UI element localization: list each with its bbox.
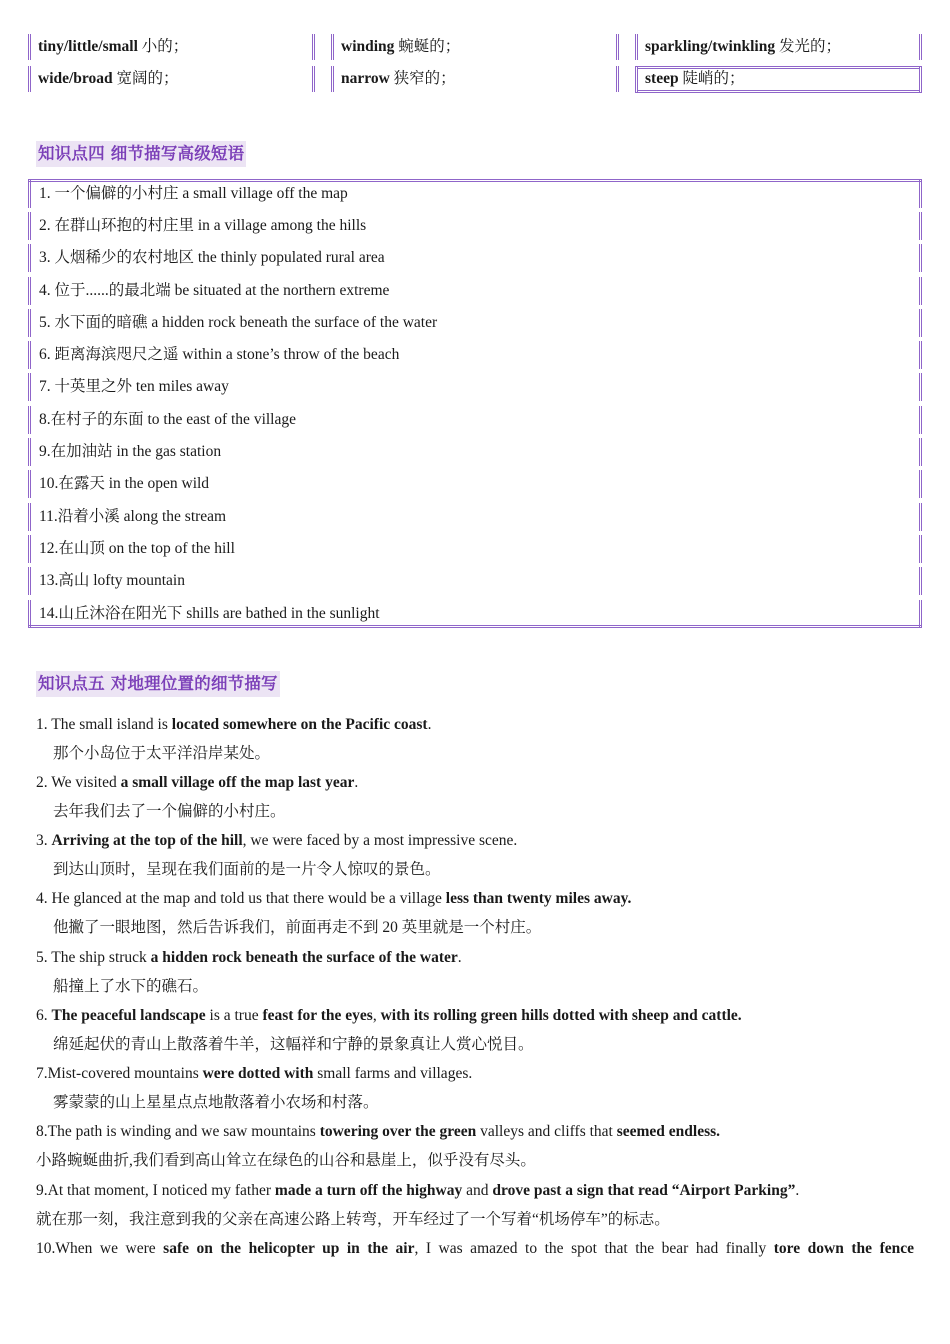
- cell-divider: [616, 34, 619, 60]
- example-sentence: 2. We visited a small village off the map last year.: [36, 774, 359, 791]
- example-sentence: 1. The small island is located somewhere on the Pacific coast.: [36, 716, 432, 733]
- vocab-cell: steep 陡峭的；: [635, 66, 922, 92]
- sentence-translation: 那个小岛位于太平洋沿岸某处。: [53, 745, 271, 762]
- example-sentence: 9.At that moment, I noticed my father made a turn off the highway and drove past a sign that read “Airport Parking”.: [36, 1182, 800, 1199]
- section-5-title: 知识点五 对地理位置的细节描写: [36, 671, 280, 697]
- example-sentence: 4. He glanced at the map and told us that there would be a village less than twenty miles away.: [36, 890, 632, 907]
- phrase-item: 4. 位于......的最北端 be situated at the northern extreme: [28, 277, 922, 305]
- example-sentence: 7.Mist-covered mountains were dotted with small farms and villages.: [36, 1065, 473, 1082]
- sentence-translation: 去年我们去了一个偏僻的小村庄。: [53, 803, 286, 820]
- sentence-translation: 船撞上了水下的礁石。: [53, 978, 209, 995]
- phrase-item: 11.沿着小溪 along the stream: [28, 503, 922, 531]
- example-sentence: 6. The peaceful landscape is a true feast for the eyes, with its rolling green hills dotted with sheep and cattle.: [36, 1007, 742, 1024]
- vocab-cell: sparkling/twinkling 发光的；: [635, 34, 922, 60]
- phrase-item: 10.在露天 in the open wild: [28, 470, 922, 498]
- phrase-item: 9.在加油站 in the gas station: [28, 438, 922, 466]
- cell-divider: [616, 66, 619, 92]
- cell-divider: [312, 34, 315, 60]
- phrase-item: 1. 一个偏僻的小村庄 a small village off the map: [28, 180, 922, 208]
- sentence-translation: 他撇了一眼地图，然后告诉我们，前面再走不到 20 英里就是一个村庄。: [53, 919, 542, 936]
- sentence-translation: 就在那一刻，我注意到我的父亲在高速公路上转弯，开车经过了一个写着“机场停车”的标志。: [36, 1211, 670, 1228]
- phrase-item: 12.在山顶 on the top of the hill: [28, 535, 922, 563]
- phrase-item: 14.山丘沐浴在阳光下 shills are bathed in the sunlight: [28, 600, 922, 628]
- vocab-cell: narrow 狭窄的；: [331, 66, 621, 92]
- sentence-translation: 到达山顶时，呈现在我们面前的是一片令人惊叹的景色。: [53, 861, 441, 878]
- sentence-translation: 小路蜿蜒曲折,我们看到高山耸立在绿色的山谷和悬崖上，似乎没有尽头。: [36, 1152, 536, 1169]
- example-sentence: 8.The path is winding and we saw mountains towering over the green valleys and cliffs that seemed endless.: [36, 1123, 721, 1140]
- vocab-cell: tiny/little/small 小的；: [28, 34, 318, 60]
- phrase-item: 5. 水下面的暗礁 a hidden rock beneath the surface of the water: [28, 309, 922, 337]
- example-sentence: 3. Arriving at the top of the hill, we were faced by a most impressive scene.: [36, 832, 518, 849]
- vocab-cell: wide/broad 宽阔的；: [28, 66, 318, 92]
- section-4-title: 知识点四 细节描写高级短语: [36, 141, 246, 167]
- phrase-item: 3. 人烟稀少的农村地区 the thinly populated rural area: [28, 244, 922, 272]
- sentence-translation: 绵延起伏的青山上散落着牛羊，这幅祥和宁静的景象真让人赏心悦目。: [53, 1036, 534, 1053]
- example-sentence: 10.When we were safe on the helicopter up in the air, I was amazed to the spot that the bear had finally tore down the fence: [36, 1240, 914, 1257]
- phrase-item: 6. 距离海滨咫尺之遥 within a stone’s throw of the beach: [28, 341, 922, 369]
- phrase-item: 8.在村子的东面 to the east of the village: [28, 406, 922, 434]
- phrase-item: 13.高山 lofty mountain: [28, 567, 922, 595]
- phrase-item: 7. 十英里之外 ten miles away: [28, 373, 922, 401]
- cell-divider: [312, 66, 315, 92]
- vocab-cell: winding 蜿蜒的；: [331, 34, 621, 60]
- sentence-translation: 雾蒙蒙的山上星星点点地散落着小农场和村落。: [53, 1094, 379, 1111]
- example-sentence: 5. The ship struck a hidden rock beneath the surface of the water.: [36, 949, 462, 966]
- phrase-item: 2. 在群山环抱的村庄里 in a village among the hills: [28, 212, 922, 240]
